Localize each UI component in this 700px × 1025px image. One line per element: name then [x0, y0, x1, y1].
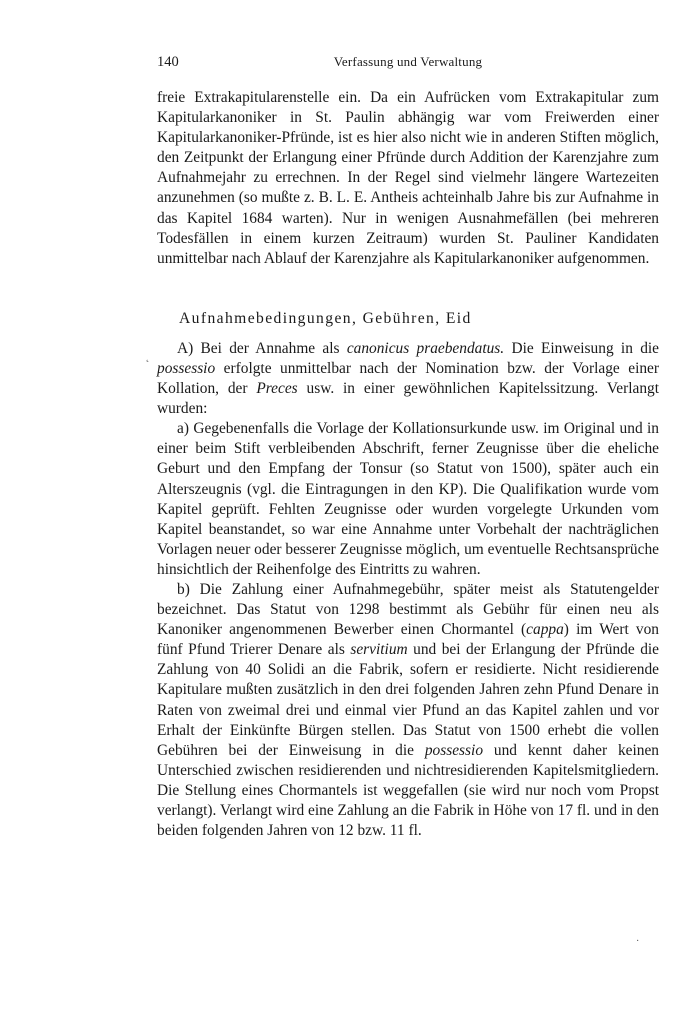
page-number: 140: [157, 54, 179, 70]
paragraph-b-text: b) Die Zahlung einer Aufnahmegebühr, später meist als Statutengelder bezeichnet. Das Statut von 1298 bestimmt als Gebühr für einen neu als Kanoniker angenommenen Bewerber einen Chormantel (: [157, 580, 659, 639]
term-possessio: possessio: [157, 359, 216, 377]
page: [157, 54, 659, 841]
paragraph-continuation: freie Extrakapitularenstelle ein. Da ein Aufrücken vom Extrakapitular zum Kapitularkanoniker in St. Paulin abhängig war vom Freiwerden einer Kapitularkanoniker-Pfründe, ist es hier also nicht wie in anderen Stiften möglich, den Zeitpunkt der Erlangung einer Pfründe durch Addition der Karenzjahre zum Aufnahmejahr zu errechnen. In der Regel sind vielmehr längere Wartezeiten anzunehmen (so mußte z. B. L. E. Antheis achteinhalb Jahre bis zur Aufnahme in das Kapitel 1684 warten). Nur in wenigen Ausnahmefällen (bei mehreren Todesfällen in einem kurzen Zeitraum) wurden St. Pauliner Kandidaten unmittelbar nach Ablauf der Karenzjahre als Kapitularkanoniker aufgenommen.: [157, 89, 659, 267]
running-title: Verfassung und Verwaltung: [333, 54, 483, 69]
stray-mark: ˛: [146, 352, 150, 363]
paragraph-a-lower: a) Gegebenenfalls die Vorlage der Kollationsurkunde usw. im Original und in einer beim Stift verbleibenden Abschrift, ferner Zeugnisse über die eheliche Geburt und den Empfang der Tonsur (so Statut von 1500), später auch ein Alterszeugnis (vgl. die Eintragungen in den KP). Die Qualifikation wurde vom Kapitel geprüft. Fehlten Zeugnisse oder wurden vorgelegte Urkunden vom Kapitel beanstandet, so war eine Annahme unter Vorbehalt der nachträglichen Vorlagen neuer oder besserer Zeugnisse möglich, um eventuelle Rechtsansprüche hinsichtlich der Reihenfolge des Eintritts zu wahren.: [157, 420, 659, 578]
term-canonicus-praebendatus: canonicus praebendatus.: [346, 339, 505, 357]
paragraph-b-text: und bei der Erlangung der Pfründe die Zahlung von 40 Solidi an die Fabrik, sofern er residierte. Nicht residierende Kapitulare mußten zusätzlich in den drei folgenden Jahren zehn Pfund Denare in Raten von zweimal drei und einmal vier Pfund an das Kapitel zahlen und vor Erhalt der Einkünfte Bürgen stellen. Das Statut von 1500 erhebt die vollen Gebühren bei der Einweisung in die: [157, 641, 659, 759]
paragraph-b-text: und kennt daher keinen Unterschied zwischen residierenden und nichtresidierenden Kapitelsmitgliedern. Die Stellung eines Chormantels ist weggefallen (sie wird nur noch vom Propst verlangt). Verlangt wird eine Zahlung an die Fabrik in Höhe von 17 fl. und in den beiden folgenden Jahren von 12 bzw. 11 fl.: [157, 741, 660, 840]
paragraph-a-upper: [157, 339, 659, 419]
term-possessio: possessio: [424, 741, 484, 759]
stray-mark: ·: [636, 936, 640, 947]
paragraph-a-upper-text: usw. in einer gewöhnlichen Kapitelssitzung. Verlangt wurden:: [157, 380, 659, 418]
section-heading: Aufnahmebedingungen, Gebühren, Eid: [179, 309, 472, 327]
paragraph-a-upper-text: erfolgte unmittelbar nach der Nomination bzw. der Vorlage einer Kollation, der: [157, 359, 659, 398]
paragraph-b-text: ) im Wert von fünf Pfund Trierer Denare als: [157, 621, 660, 659]
term-servitium: servitium: [350, 641, 408, 659]
term-preces: Preces: [256, 380, 298, 398]
paragraph-b-lower: [157, 580, 659, 841]
term-cappa: cappa: [526, 621, 564, 639]
paragraph-a-upper-text: A) Bei der Annahme als: [177, 339, 347, 357]
running-header: [157, 54, 659, 76]
paragraph-a-upper-text: Die Einweisung in die: [504, 339, 659, 357]
